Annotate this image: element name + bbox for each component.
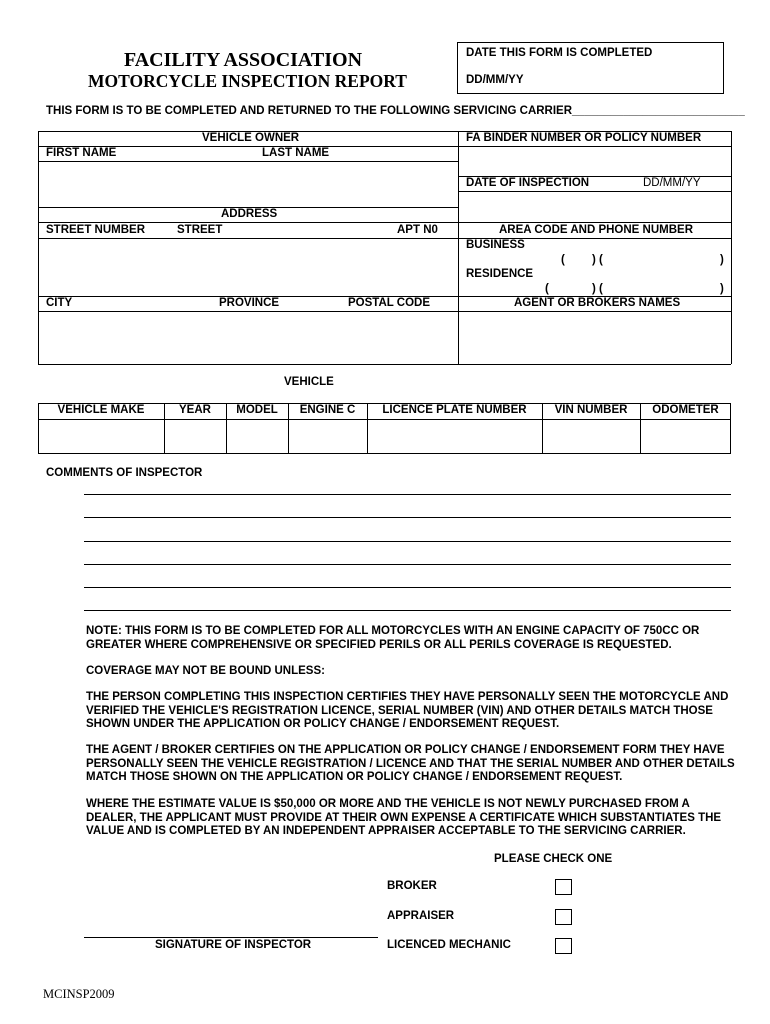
mechanic-checkbox[interactable]	[555, 938, 572, 954]
note-inspector-certifies: THE PERSON COMPLETING THIS INSPECTION CERTIFIES THEY HAVE PERSONALLY SEEN THE MOTORCYCLE AND VERIFIED THE VEHICLE'S REGISTRATION LICENCE, SERIAL NUMBER (VIN) AND OTHER DETAILS MATCH THOSE SHOWN UNDER THE APPLICATION OR POLICY CHANGE / ENDORSEMENT REQUEST.	[86, 691, 729, 730]
vehicle-owner-label: VEHICLE OWNER	[202, 132, 300, 144]
business-label: BUSINESS	[466, 239, 525, 251]
last-name-label: LAST NAME	[262, 147, 330, 159]
address-header-rule	[38, 222, 458, 223]
owner-grid-bottom	[38, 364, 731, 365]
binder-label-rule	[458, 146, 731, 147]
comment-line[interactable]	[84, 494, 731, 495]
postal-code-label: POSTAL CODE	[348, 297, 430, 309]
agent-label: AGENT OR BROKERS NAMES	[514, 297, 681, 309]
residence-paren-close: )	[720, 283, 724, 295]
col-year: YEAR	[179, 404, 211, 416]
owner-grid-left	[38, 131, 39, 364]
odometer-input[interactable]	[642, 421, 729, 452]
col-vehicle-make: VEHICLE MAKE	[57, 404, 145, 416]
agent-label-rule	[458, 311, 731, 312]
date-inspection-label: DATE OF INSPECTION	[466, 177, 590, 189]
apt-input[interactable]	[392, 241, 456, 293]
note-engine-capacity: NOTE: THIS FORM IS TO BE COMPLETED FOR ALL MOTORCYCLES WITH AN ENGINE CAPACITY OF 750CC OR GREATER WHERE COMPREHENSIVE OR SPECIFIED PERILS OR ALL PERILS COVERAGE IS REQUESTED.	[86, 625, 700, 651]
phone-label: AREA CODE AND PHONE NUMBER	[499, 224, 694, 236]
form-subtitle: MOTORCYCLE INSPECTION REPORT	[88, 71, 407, 91]
comment-line[interactable]	[84, 564, 731, 565]
last-name-input[interactable]	[252, 164, 456, 204]
form-title: FACILITY ASSOCIATION	[124, 49, 363, 71]
date-completed-format: DD/MM/YY	[466, 74, 524, 86]
comment-line[interactable]	[84, 610, 731, 611]
vehicle-header-rule	[38, 419, 731, 420]
note-appraisal-value: WHERE THE ESTIMATE VALUE IS $50,000 OR MORE AND THE VEHICLE IS NOT NEWLY PURCHASED FROM A DEALER, THE APPLICANT MUST PROVIDE AT THEIR OWN EXPENSE A CERTIFICATE WHICH SUBSTANTIATES THE VALUE AND IS COMPLETED BY AN INDEPENDENT APPRAISER ACCEPTABLE TO THE SERVICING CARRIER.	[86, 798, 722, 837]
province-label: PROVINCE	[219, 297, 280, 309]
date-inspection-input[interactable]	[460, 194, 729, 220]
street-number-label: STREET NUMBER	[46, 224, 146, 236]
note-broker-certifies: THE AGENT / BROKER CERTIFIES ON THE APPLICATION OR POLICY CHANGE / ENDORSEMENT FORM THEY HAVE PERSONALLY SEEN THE VEHICLE REGISTRATION / LICENCE AND THAT THE SERIAL NUMBER AND OTHER DETAILS MATCH THOSE SHOWN ON THE APPLICATION OR POLICY CHANGE / ENDORSEMENT REQUEST.	[86, 744, 735, 783]
vehicle-section-label: VEHICLE	[284, 376, 334, 388]
broker-checkbox[interactable]	[555, 879, 572, 895]
business-paren-close: )	[720, 254, 724, 266]
binder-label: FA BINDER NUMBER OR POLICY NUMBER	[466, 132, 702, 144]
first-name-label: FIRST NAME	[46, 147, 117, 159]
street-label-rule	[38, 238, 458, 239]
residence-paren-open: (	[545, 283, 549, 295]
owner-grid-right	[731, 131, 732, 364]
check-heading: PLEASE CHECK ONE	[494, 853, 613, 865]
address-label: ADDRESS	[221, 208, 278, 220]
date-inspection-rule	[458, 191, 731, 192]
col-engine: ENGINE C	[299, 404, 356, 416]
form-code: MCINSP2009	[43, 987, 115, 1001]
comment-line[interactable]	[84, 541, 731, 542]
apt-label: APT N0	[397, 224, 438, 236]
street-input[interactable]	[172, 241, 390, 293]
model-input[interactable]	[228, 421, 286, 452]
option-appraiser-label: APPRAISER	[387, 910, 455, 922]
comments-label: COMMENTS OF INSPECTOR	[46, 467, 203, 479]
option-mechanic-label: LICENCED MECHANIC	[387, 939, 511, 951]
business-paren-mid: ) (	[592, 254, 603, 266]
postal-code-input[interactable]	[344, 314, 456, 362]
date-inspection-box-rule	[458, 222, 731, 223]
residence-label: RESIDENCE	[466, 268, 534, 280]
province-input[interactable]	[212, 314, 342, 362]
appraiser-checkbox[interactable]	[555, 909, 572, 925]
col-licence-plate: LICENCE PLATE NUMBER	[382, 404, 527, 416]
city-input[interactable]	[40, 314, 210, 362]
date-inspection-format: DD/MM/YY	[643, 177, 701, 189]
date-completed-label: DATE THIS FORM IS COMPLETED	[466, 47, 653, 59]
vehicle-make-input[interactable]	[40, 421, 162, 452]
signature-line[interactable]	[84, 937, 378, 938]
vin-input[interactable]	[544, 421, 638, 452]
binder-input[interactable]	[460, 149, 729, 174]
option-broker-label: BROKER	[387, 880, 437, 892]
date-completed-input[interactable]	[540, 70, 720, 88]
agent-input[interactable]	[460, 314, 729, 362]
engine-input[interactable]	[290, 421, 365, 452]
business-paren-open: (	[561, 254, 565, 266]
signature-label: SIGNATURE OF INSPECTOR	[155, 939, 312, 951]
instruction-line: THIS FORM IS TO BE COMPLETED AND RETURNED TO THE FOLLOWING SERVICING CARRIER___________________________	[46, 105, 745, 117]
owner-grid-divider	[458, 131, 459, 364]
name-label-rule	[38, 161, 458, 162]
licence-plate-input[interactable]	[369, 421, 540, 452]
year-input[interactable]	[166, 421, 224, 452]
comment-line[interactable]	[84, 517, 731, 518]
residence-paren-mid: ) (	[592, 283, 603, 295]
col-vin: VIN NUMBER	[554, 404, 628, 416]
city-label: CITY	[46, 297, 73, 309]
street-number-input[interactable]	[40, 241, 170, 293]
street-label: STREET	[177, 224, 223, 236]
col-odometer: ODOMETER	[652, 404, 719, 416]
comment-line[interactable]	[84, 587, 731, 588]
first-name-input[interactable]	[40, 164, 250, 204]
col-model: MODEL	[236, 404, 278, 416]
note-coverage-heading: COVERAGE MAY NOT BE BOUND UNLESS:	[86, 665, 325, 677]
city-label-rule	[38, 311, 458, 312]
